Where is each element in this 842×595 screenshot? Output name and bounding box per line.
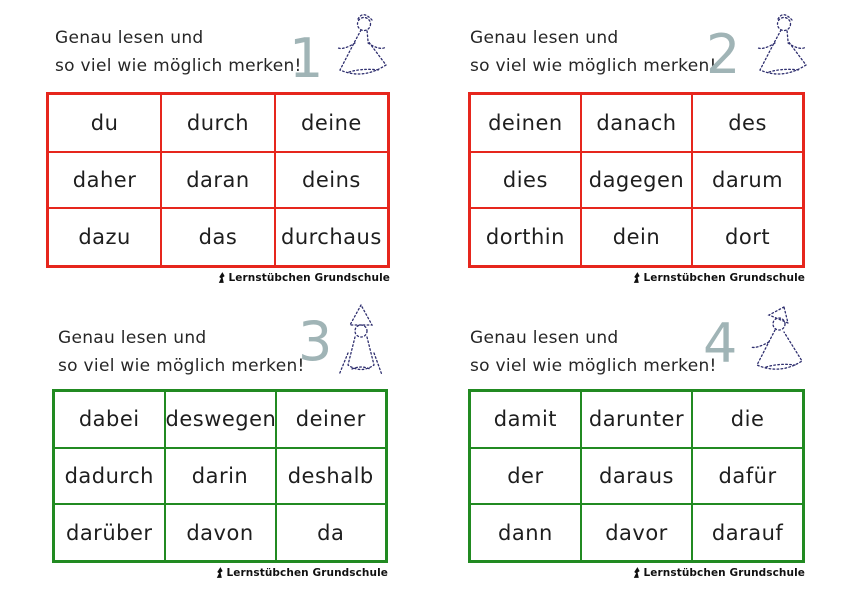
word-table — [46, 92, 390, 268]
word-cell: deswegen — [165, 391, 276, 448]
brand-name: Lernstübchen Grundschule — [228, 271, 390, 284]
word-cell: da — [276, 504, 387, 561]
instruction-line-2: so viel wie möglich merken! — [58, 356, 305, 376]
word-cell: daran — [161, 152, 275, 209]
word-cell: durch — [161, 94, 275, 152]
brand-name: Lernstübchen Grundschule — [226, 566, 388, 579]
word-cell: davon — [165, 504, 276, 561]
brand-footer — [468, 566, 805, 579]
word-cell: dies — [470, 152, 581, 209]
gnome-doodle-icon — [334, 303, 386, 383]
princess-doodle-icon — [327, 12, 391, 82]
word-cell: dafür — [692, 448, 803, 504]
word-cell: die — [692, 391, 803, 448]
word-cell: dagegen — [581, 152, 692, 209]
brand-logo-icon — [632, 566, 641, 579]
card-number: 1 — [289, 27, 324, 90]
word-cell: dort — [692, 208, 803, 266]
word-cell: darum — [692, 152, 803, 209]
instruction-text — [470, 324, 717, 380]
word-cell: daher — [48, 152, 162, 209]
brand-footer — [46, 271, 390, 284]
word-cell: darunter — [581, 391, 692, 448]
word-cell: deinen — [470, 94, 581, 152]
word-cell: damit — [470, 391, 581, 448]
word-cell: des — [692, 94, 803, 152]
word-table — [468, 389, 805, 563]
word-cell: dazu — [48, 208, 162, 266]
brand-logo-icon — [632, 271, 641, 284]
brand-logo-icon — [217, 271, 226, 284]
instruction-line-2: so viel wie möglich merken! — [470, 56, 717, 76]
word-cell: du — [48, 94, 162, 152]
instruction-line-1: Genau lesen und — [470, 28, 619, 48]
card-number: 2 — [706, 23, 741, 86]
word-cell: das — [161, 208, 275, 266]
word-table — [468, 92, 805, 268]
instruction-line-2: so viel wie möglich merken! — [470, 356, 717, 376]
instruction-line-1: Genau lesen und — [470, 328, 619, 348]
word-cell: deiner — [276, 391, 387, 448]
card-number: 3 — [298, 310, 333, 373]
word-cell: der — [470, 448, 581, 504]
word-cell: dadurch — [54, 448, 165, 504]
word-cell: deins — [275, 152, 389, 209]
word-cell: dorthin — [470, 208, 581, 266]
word-cell: durchaus — [275, 208, 389, 266]
word-cell: deshalb — [276, 448, 387, 504]
instruction-line-1: Genau lesen und — [55, 28, 204, 48]
gnome-doodle-icon — [742, 305, 808, 379]
word-cell: deine — [275, 94, 389, 152]
word-cell: dann — [470, 504, 581, 561]
word-cell: danach — [581, 94, 692, 152]
brand-logo-icon — [215, 566, 224, 579]
word-cell: dein — [581, 208, 692, 266]
instruction-line-1: Genau lesen und — [58, 328, 207, 348]
word-cell: daraus — [581, 448, 692, 504]
instruction-text — [55, 24, 302, 80]
word-cell: dabei — [54, 391, 165, 448]
instruction-line-2: so viel wie möglich merken! — [55, 56, 302, 76]
card-number: 4 — [703, 312, 738, 375]
brand-name: Lernstübchen Grundschule — [643, 566, 805, 579]
word-cell: darauf — [692, 504, 803, 561]
brand-footer — [468, 271, 805, 284]
word-cell: davor — [581, 504, 692, 561]
word-cell: darin — [165, 448, 276, 504]
brand-name: Lernstübchen Grundschule — [643, 271, 805, 284]
instruction-text — [470, 24, 717, 80]
word-table — [52, 389, 388, 563]
instruction-text — [58, 324, 305, 380]
brand-footer — [52, 566, 388, 579]
word-cell: darüber — [54, 504, 165, 561]
princess-doodle-icon — [748, 12, 812, 82]
